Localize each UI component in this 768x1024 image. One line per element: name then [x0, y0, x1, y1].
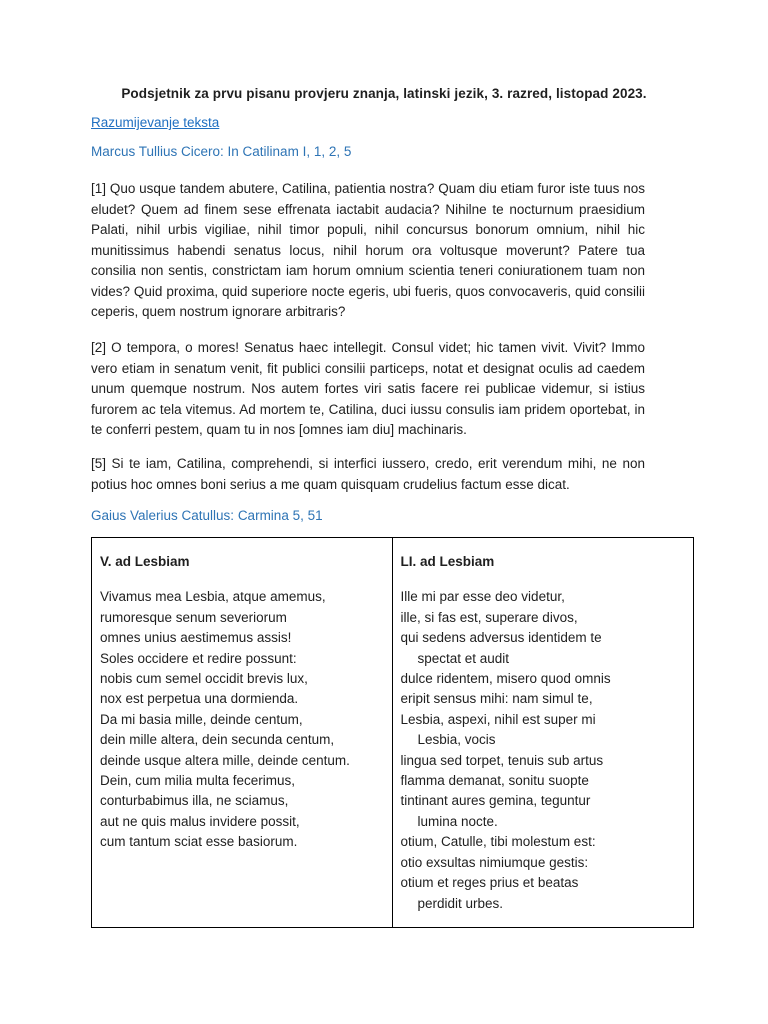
poem-51-cell [393, 538, 694, 927]
catullus-heading: Gaius Valerius Catullus: Carmina 5, 51 [91, 508, 323, 523]
poem-line: flamma demanat, sonitu suopte [400, 773, 589, 789]
poem-line: lingua sed torpet, tenuis sub artus [400, 752, 604, 768]
poem-line: otium, Catulle, tibi molestum est: [400, 834, 596, 850]
poem-line: otio exsultas nimiumque gestis: [400, 854, 589, 870]
cicero-paragraph-5: [5] Si te iam, Catilina, comprehendi, si interfici iussero, credo, erit verendum mihi, ne non potius hoc omnes boni serius a me quam quisquam crudelius factum esse dicat. [91, 456, 645, 492]
poem-line: dulce ridentem, misero quod omnis [400, 671, 611, 687]
poem-line: Ille mi par esse deo videtur, [400, 589, 565, 605]
poem-line: Soles occidere et redire possunt: [100, 650, 297, 666]
poem-5-title: V. ad Lesbiam [100, 554, 190, 569]
poem-line: eripit sensus mihi: nam simul te, [400, 691, 593, 707]
poem-line: conturbabimus illa, ne sciamus, [100, 793, 289, 809]
poem-line: nobis cum semel occidit brevis lux, [100, 671, 308, 687]
poem-line: perdidit urbes. [417, 895, 504, 911]
poem-line: Lesbia, aspexi, nihil est super mi [400, 711, 596, 727]
poem-line: tintinant aures gemina, teguntur [400, 793, 591, 809]
poem-line: Da mi basia mille, deinde centum, [100, 711, 303, 727]
poem-line: lumina nocte. [417, 813, 498, 829]
poem-line: dein mille altera, dein secunda centum, [100, 732, 335, 748]
poem-line: Lesbia, vocis [417, 732, 496, 748]
poem-line: aut ne quis malus invidere possit, [100, 813, 300, 829]
poem-line: omnes unius aestimemus assis! [100, 630, 292, 646]
poem-line: deinde usque altera mille, deinde centum. [100, 752, 350, 768]
poem-line: ille, si fas est, superare divos, [400, 609, 578, 625]
reading-comprehension-link[interactable]: Razumijevanje teksta [91, 115, 220, 130]
poem-line: spectat et audit [417, 650, 510, 666]
poem-line: Dein, cum milia multa fecerimus, [100, 773, 296, 789]
poem-line: cum tantum sciat esse basiorum. [100, 834, 298, 850]
poem-line: otium et reges prius et beatas [400, 875, 579, 891]
poem-line: qui sedens adversus identidem te [400, 630, 602, 646]
poem-51-lines [401, 587, 686, 914]
poem-line: Vivamus mea Lesbia, atque amemus, [100, 589, 326, 605]
cicero-heading: Marcus Tullius Cicero: In Catilinam I, 1, 2, 5 [91, 144, 352, 159]
poem-line: rumoresque senum severiorum [100, 609, 287, 625]
poem-line: nox est perpetua una dormienda. [100, 691, 299, 707]
poems-table [91, 537, 694, 928]
cicero-paragraph-2: [2] O tempora, o mores! Senatus haec intellegit. Consul videt; hic tamen vivit. Vivit? Immo vero etiam in senatum venit, fit publici consilii particeps, notat et designat oculis ad caedem unum quemque nostrum. Nos autem fortes viri satis facere rei publicae videmur, si istius furorem ac tela vitemus. Ad mortem te, Catilina, duci iussu consulis iam pridem oportebat, in te conferri pestem, quam tu in nos [omnes iam diu] machinaris. [91, 340, 645, 437]
document-title: Podsjetnik za prvu pisanu provjeru znanja, latinski jezik, 3. razred, listopad 2023. [121, 86, 647, 101]
poem-51-title: LI. ad Lesbiam [400, 554, 495, 569]
poem-5-lines [100, 587, 384, 852]
cicero-paragraph-1: [1] Quo usque tandem abutere, Catilina, patientia nostra? Quam diu etiam furor iste tuus nos eludet? Quem ad finem sese effrenata iactabit audacia? Nihilne te nocturnum praesidium Palati, nihil urbis vigiliae, nihil timor populi, nihil concursus bonorum omnium, nihil hic munitissimus habendi senatus locus, nihil horum ora voltusque moverunt? Patere tua consilia non sentis, constrictam iam horum omnium scientia teneri coniurationem tuam non vides? Quid proxima, quid superiore nocte egeris, ubi fueris, quos convocaveris, quid consilii ceperis, quem nostrum ignorare arbitraris? [91, 181, 645, 319]
poem-5-cell [92, 538, 393, 927]
